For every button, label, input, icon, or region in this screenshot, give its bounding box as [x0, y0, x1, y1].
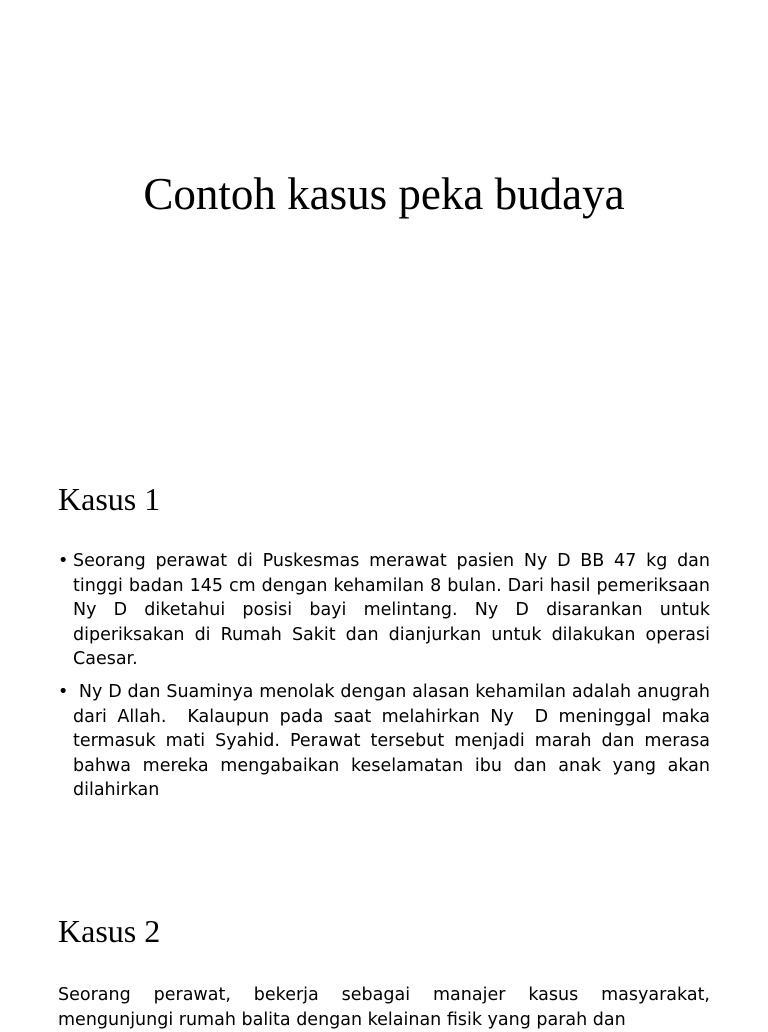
page-title: Contoh kasus peka budaya — [143, 169, 625, 219]
bullet-icon: • — [58, 551, 69, 571]
kasus-2-heading: Kasus 2 — [58, 913, 161, 949]
bullet-text: Seorang perawat di Puskesmas merawat pasien Ny D BB 47 kg dan tinggi badan 145 cm dengan kehamilan 8 bulan. Dari hasil pemeriksaan Ny D diketahui posisi bayi melintang. Ny D disarankan untuk diperiksakan di Rumah Sakit dan dianjurkan untuk dilakukan operasi Caesar. — [73, 551, 710, 670]
bullet-icon: • — [58, 681, 69, 702]
kasus-1-heading: Kasus 1 — [58, 481, 161, 517]
list-item — [58, 549, 710, 672]
kasus-2-paragraph: Seorang perawat, bekerja sebagai manajer kasus masyarakat, mengunjungi rumah balita dengan kelainan fisik yang parah dan — [58, 985, 710, 1030]
list-item — [58, 680, 716, 803]
bullet-text: Ny D dan Suaminya menolak dengan alasan kehamilan adalah anugrah dari Allah. Kalaupun pada saat melahirkan Ny D meninggal maka termasuk mati Syahid. Perawat tersebut menjadi marah dan merasa bahwa mereka mengabaikan keselamatan ibu dan anak yang akan dilahirkan — [73, 681, 716, 801]
kasus-1-bullet-list — [58, 549, 716, 811]
